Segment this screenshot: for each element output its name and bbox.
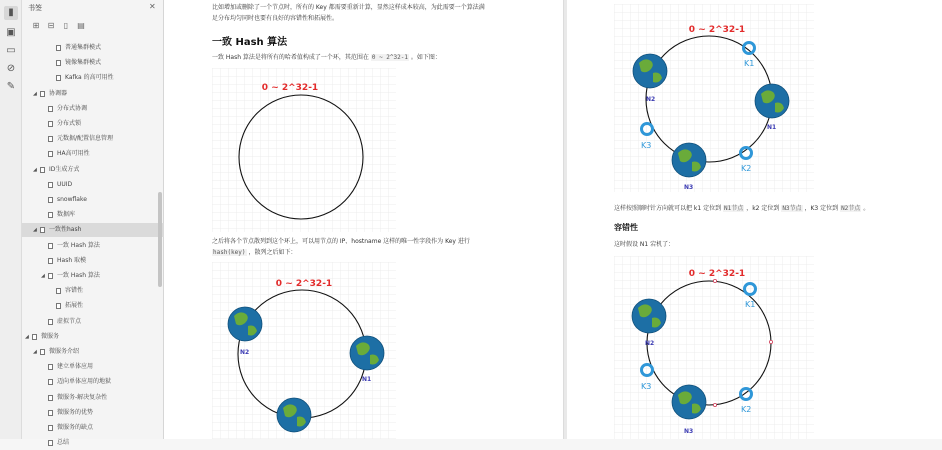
bookmark-label: 一致性hash [49,226,82,234]
bookmarks-scrollbar[interactable] [158,192,162,287]
collapse-all-icon[interactable]: ⊟ [47,21,55,30]
expand-toggle-icon[interactable]: ◢ [33,227,37,234]
node-n1 [755,84,789,131]
range-code: 0 ~ 2^32-1 [371,54,408,61]
document-icon [48,243,53,249]
bookmark-item[interactable] [22,375,164,389]
node-code-n1: N1节点 [724,205,744,212]
node-code-n3: N3节点 [782,205,802,212]
bookmark-label: Hash 取模 [57,256,87,264]
bookmark-label: 微服务-解决复杂性 [57,393,108,401]
ring-description-text: 一致 Hash 算法是将所有的哈希值构成了一个环，其范围在 [212,54,369,61]
bookmark-item[interactable] [22,239,164,253]
document-icon [48,395,53,401]
hash-key-code: hash(key) [213,249,246,256]
section-heading: 一致 Hash 算法 [212,37,288,48]
bookmark-label: ID生成方式 [49,165,80,173]
bookmark-item[interactable] [22,56,164,70]
bookmark-label: 协调器 [49,89,68,97]
document-icon [40,167,45,173]
hash-ring-diagram-fault [614,256,814,439]
node-label-n2: N2 [645,340,655,347]
node-label-n2: N2 [240,349,250,356]
expand-toggle-icon[interactable]: ◢ [33,90,37,97]
document-icon [56,303,61,309]
bookmark-item[interactable] [22,41,164,55]
document-icon [48,273,53,279]
hash-ring-diagram-nodes [212,262,396,439]
node-label-n3: N3 [684,184,694,191]
document-icon [56,288,61,294]
key-ring-icon [741,389,752,400]
expand-toggle-icon[interactable]: ◢ [41,273,45,279]
expand-toggle-icon[interactable]: ◢ [33,349,37,355]
document-icon [48,182,53,188]
document-icon [48,136,53,142]
document-icon [32,334,37,340]
document-icon [48,121,53,127]
bookmark-label: 总结 [57,439,70,447]
key-ring-icon [642,124,653,135]
bookmark-item[interactable] [22,345,164,359]
expand-toggle-icon[interactable]: ◢ [25,333,29,340]
document-icon [40,227,45,233]
bookmark-label: 虚拟节点 [57,317,82,325]
node-n3 [277,398,311,432]
clockwise-text: 。 [863,205,870,212]
key-label-k2: K2 [741,405,752,414]
ring-point [769,340,772,343]
bookmarks-title: 书签 [28,4,42,12]
hash-nodes-text: 之后将各个节点散列到这个环上，可以用节点的 IP、hostname 这样的唯一性字段作为 Key 进行 [212,238,470,245]
bookmark-item[interactable] [22,132,164,146]
document-icon [40,91,45,97]
node-down-paragraph: 这时假设 N1 宕机了： [614,241,675,248]
node-code-n2: N2节点 [841,205,861,212]
bookmark-label: 数据库 [57,211,76,219]
bookmarks-panel [22,0,164,447]
bookmark-label: 分布式锁 [57,120,82,127]
clockwise-paragraph [614,203,869,214]
signature-icon[interactable]: ✎ [6,81,16,92]
document-icon [48,106,53,112]
bookmark-item[interactable] [22,330,164,344]
hash-ring [239,95,363,219]
ring-description-tail: 。如下图： [410,54,441,61]
ring-range-label: 0 ~ 2^32-1 [261,83,319,93]
bookmark-label: Kafka 的高可用性 [65,74,114,82]
bookmark-label: snowflake [57,196,87,203]
bookmark-item[interactable] [22,406,164,420]
bookmark-label: 容错性 [65,287,84,295]
bookmark-item[interactable] [22,208,164,222]
bookmark-label: 一致 Hash 算法 [57,272,100,279]
bookmark-label: 镜像集群模式 [65,59,102,67]
bookmark-item[interactable] [22,254,164,268]
bookmark-item[interactable] [22,147,164,161]
ring-point [713,403,716,406]
bookmark-item[interactable] [22,391,164,405]
fault-tolerance-heading: 容错性 [614,223,638,232]
hash-ring-fault-svg [614,256,814,439]
pdf-page-right [567,0,942,439]
key-label-k3: K3 [641,141,652,150]
comment-icon[interactable]: ▭ [6,45,16,56]
hash-ring-diagram-empty [212,68,396,232]
clockwise-text: 这样按照顺时针方向就可以把 k1 定位到 [614,205,722,212]
bookmark-item[interactable] [22,436,164,450]
bookmark-label: HA高可用性 [57,150,90,158]
ring-range-label: 0 ~ 2^32-1 [275,279,333,289]
node-n3 [672,143,706,191]
bookmark-label: 元数据/配置信息管理 [57,135,114,143]
document-icon [48,379,53,385]
bookmark-label: 微服务 [41,332,60,340]
close-icon[interactable]: ✕ [149,2,156,11]
document-icon [40,349,45,355]
node-n2 [228,307,262,356]
left-icon-rail [0,0,22,439]
document-icon [56,75,61,81]
bookmark-item[interactable] [22,178,164,192]
add-bookmark-icon[interactable]: ▯ [63,21,69,30]
intro-paragraph-line: 比如增加或删除了一个节点时，所有的 Key 都需要重新计算，显然这样成本较高，为此需要一个算法满 [212,4,485,11]
bookmark-label: 拓展性 [65,302,84,310]
hash-ring-keys-svg [614,4,814,192]
bookmark-label: UUID [57,180,73,188]
hash-nodes-paragraph [212,236,470,247]
hash-ring-svg [212,68,396,232]
document-icon [48,197,53,203]
key-k3 [641,365,653,392]
expand-toggle-icon[interactable]: ◢ [33,166,37,173]
globe-icon [632,299,666,333]
globe-icon [228,307,262,341]
bookmarks-header [22,0,164,18]
bookmark-item[interactable] [22,87,164,101]
document-icon [48,212,53,218]
hash-nodes-paragraph-cont [212,247,296,258]
bookmark-item[interactable] [22,315,164,329]
ring-description [212,52,441,63]
bookmark-label: 一致 Hash 算法 [57,241,100,249]
image-icon[interactable]: ▣ [6,27,16,38]
document-icon [48,319,53,325]
key-k3 [641,124,653,151]
document-icon [48,425,53,431]
document-icon [48,440,53,446]
hash-nodes-text-tail: ，散列之后如下： [248,249,297,256]
bookmark-label: 迈向单体应用的地狱 [57,378,112,386]
node-n1 [350,336,384,383]
clockwise-text: ，k2 定位到 [746,205,780,212]
bookmark-item[interactable] [22,117,164,131]
key-label-k2: K2 [741,164,752,173]
key-label-k3: K3 [641,382,652,391]
document-icon [48,151,53,157]
bookmark-label: 分布式协调 [57,104,88,112]
bookmark-label: 建立单体应用 [57,363,94,371]
bookmark-item[interactable] [22,360,164,374]
bookmark-item[interactable] [22,269,164,283]
attachment-icon[interactable]: ⊘ [6,63,16,74]
hash-ring-nodes-svg [212,262,396,439]
node-label-n3: N3 [684,428,694,435]
node-n2 [633,54,667,103]
hash-ring [238,290,366,418]
key-ring-icon [642,365,653,376]
document-icon [56,45,61,51]
node-label-n1: N1 [767,124,777,131]
document-icon [48,364,53,370]
bookmark-label: 普通集群模式 [65,44,102,51]
bookmarks-toolbar [30,20,156,34]
bookmark-item[interactable] [22,102,164,116]
bookmark-item[interactable] [22,163,164,177]
bookmark-item[interactable] [22,299,164,313]
document-view [164,0,942,439]
node-n3 [672,385,706,435]
globe-icon [633,54,667,88]
bookmark-label: 微服务介绍 [49,348,80,355]
bookmark-label: 微服务的优势 [57,408,94,416]
ring-point [713,279,716,282]
document-icon [56,60,61,66]
clockwise-text: ，K3 定位到 [804,205,839,212]
node-label-n2: N2 [646,96,656,103]
key-ring-icon [745,284,756,295]
node-n2 [632,299,666,347]
key-label-k1: K1 [744,59,755,68]
bookmark-label: 微服务的缺点 [57,424,94,431]
key-k1 [744,43,755,69]
bookmark-item[interactable] [22,71,164,85]
key-k2 [741,148,752,174]
hash-ring [646,36,772,162]
bookmark-item[interactable] [22,284,164,298]
hash-ring-diagram-keys [614,4,814,192]
bookmark-icon[interactable]: ▮ [4,6,18,20]
bookmark-item[interactable] [22,193,164,207]
pdf-page-left [164,0,564,439]
key-label-k1: K1 [745,300,756,309]
document-icon [48,410,53,416]
expand-all-icon[interactable]: ⊞ [32,21,40,30]
ring-range-label: 0 ~ 2^32-1 [688,269,746,279]
node-label-n1: N1 [362,376,372,383]
document-icon [48,258,53,264]
bookmark-options-icon[interactable]: ▤ [77,21,85,30]
bookmark-item[interactable] [22,421,164,435]
intro-paragraph-line: 足分布均匀同时也要有良好的容错性和拓展性。 [212,15,339,22]
bookmark-item[interactable] [22,223,164,237]
ring-range-label: 0 ~ 2^32-1 [688,25,746,35]
